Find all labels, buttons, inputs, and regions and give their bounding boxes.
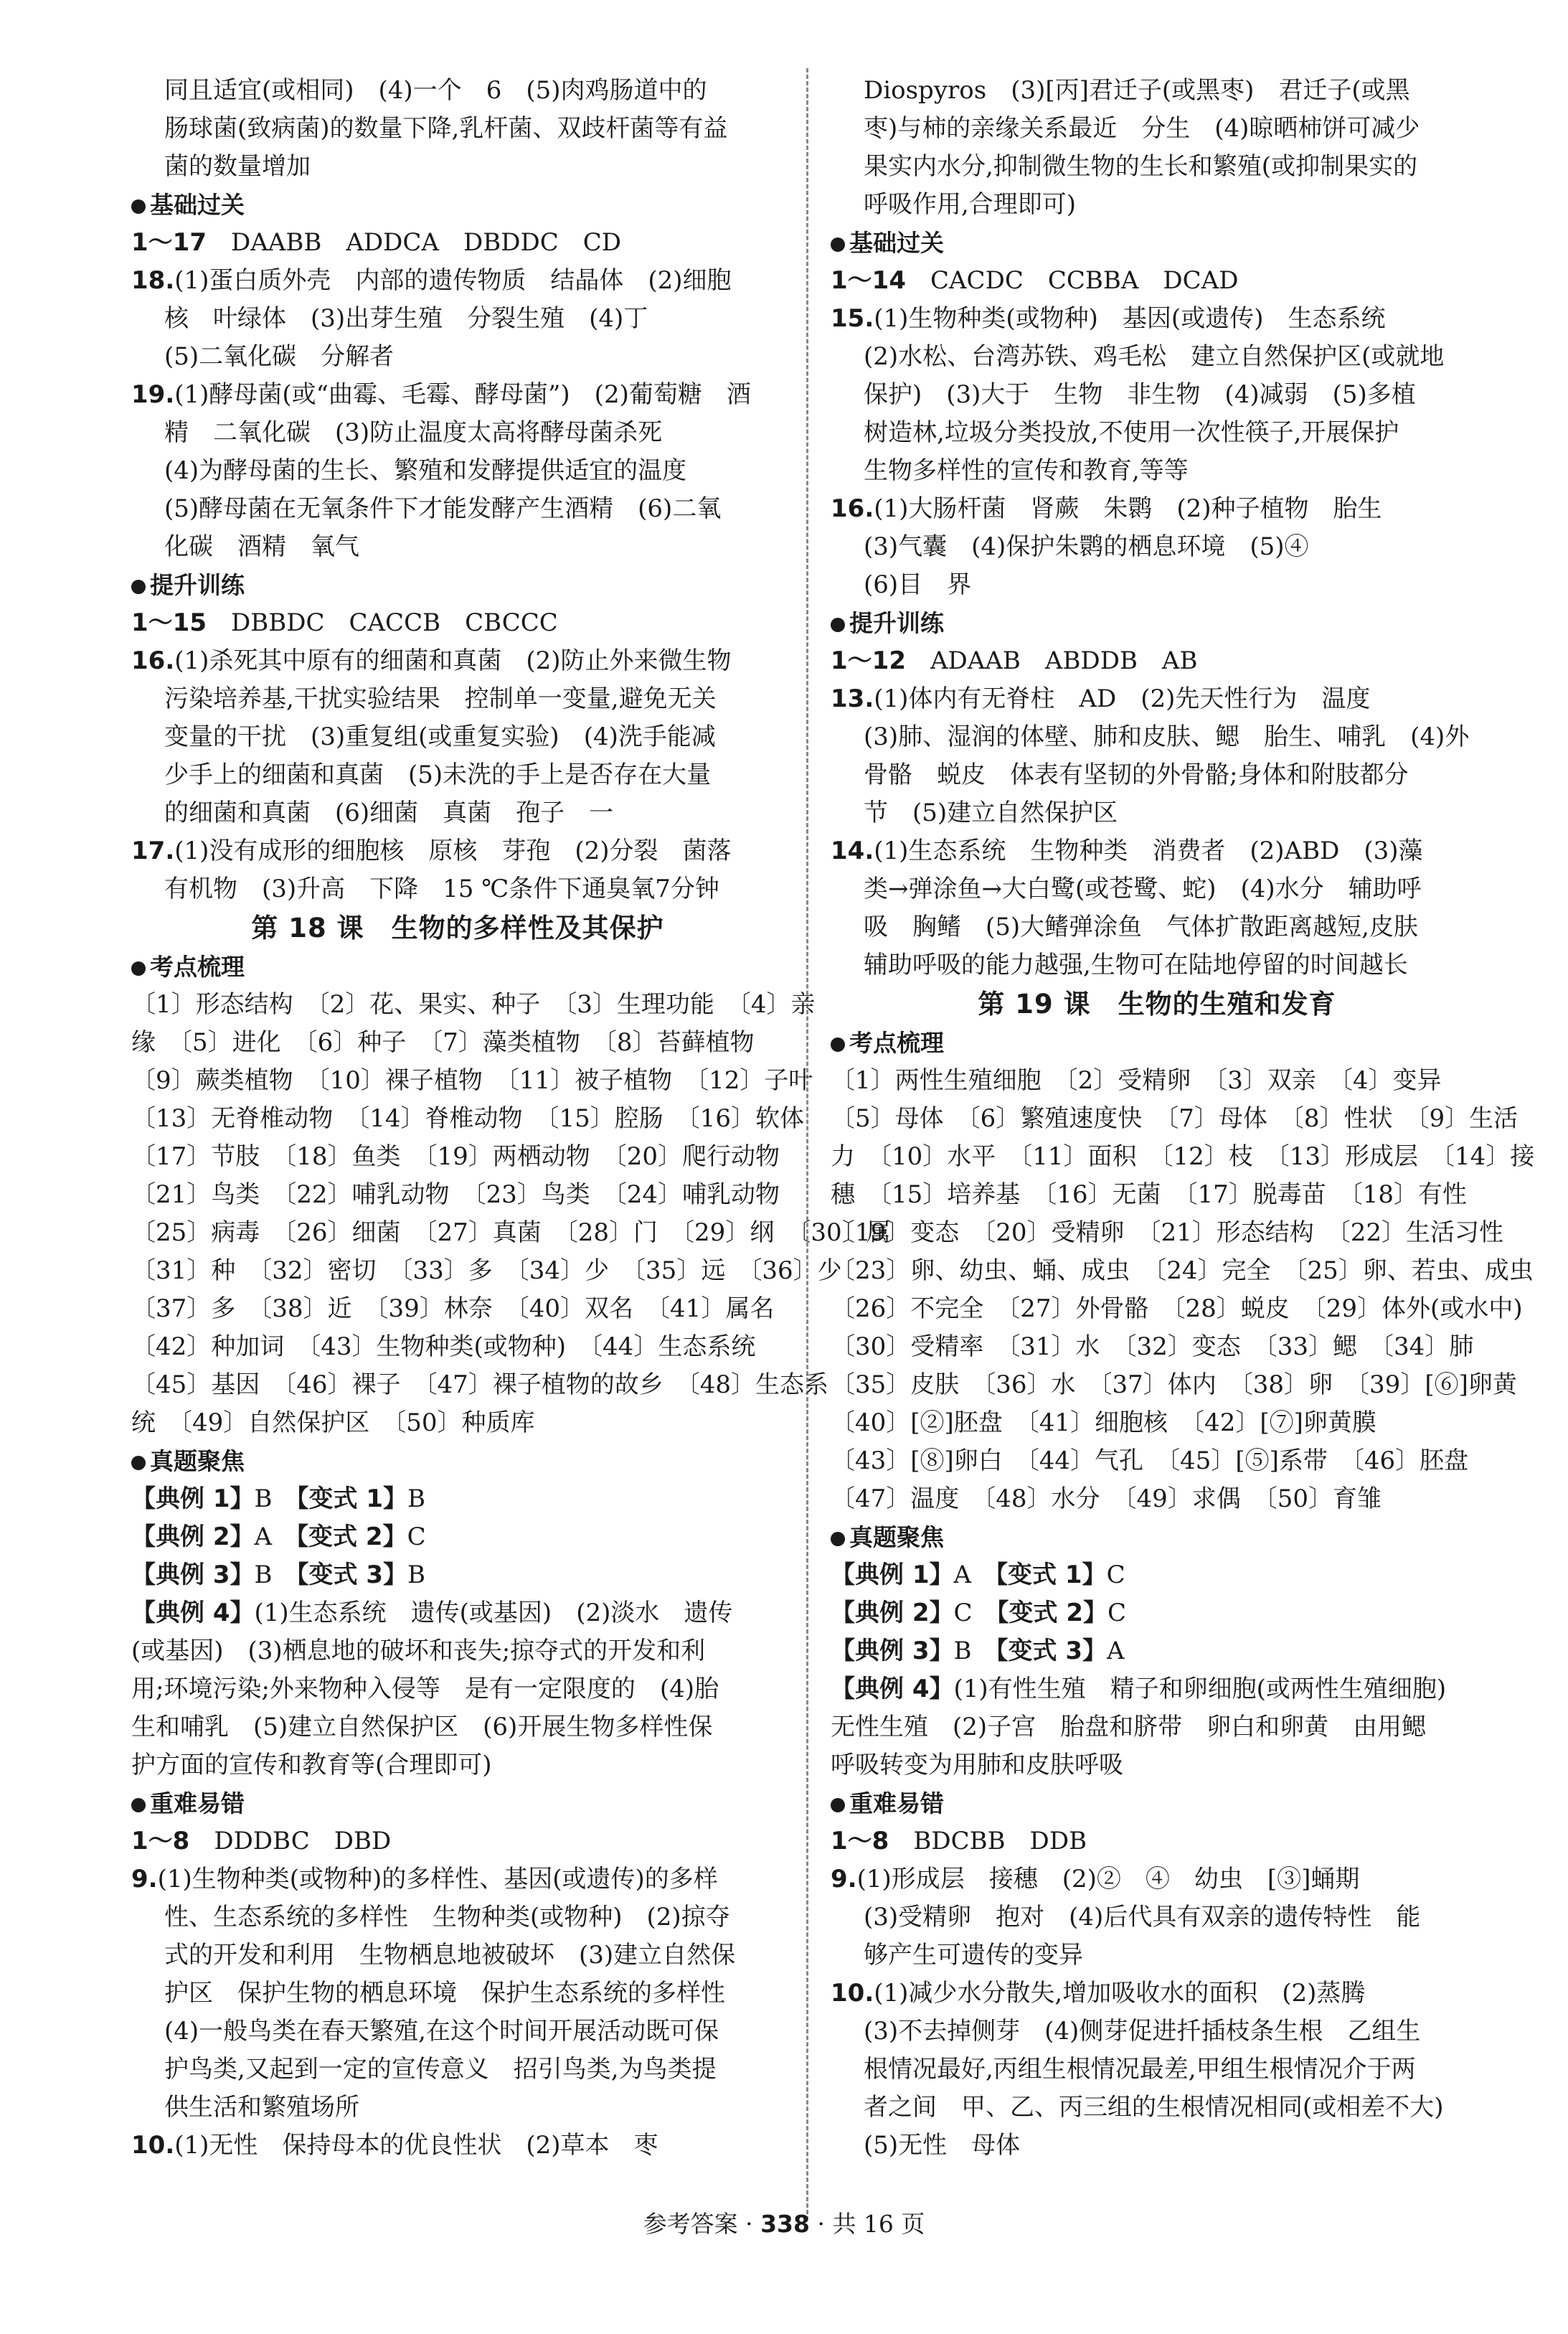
bullet-dot-icon [831,618,845,632]
variant-answer: C [1106,1561,1125,1589]
answer-line [131,642,784,680]
column-divider [806,68,808,2221]
section-heading-text: 提升训练 [150,571,245,599]
answer-line [131,148,784,186]
answer-line [131,1594,784,1632]
answer-text: 够产生可遗传的变异 [864,1941,1083,1970]
answer-text: ADAAB ABDDB AB [905,646,1198,675]
answer-text: 骨骼 蜕皮 体表有坚韧的外骨骼;身体和附肢都分 [864,761,1409,789]
answer-text: 污染培养基,干扰实验结果 控制单一变量,避免无关 [164,684,717,713]
answer-line [131,528,784,566]
footer-separator: · [737,2210,761,2238]
answer-line [831,414,1483,452]
bullet-dot-icon [831,1798,845,1812]
answer-line [831,1366,1517,1404]
answer-line [131,794,784,832]
answer-text: 〔43〕[⑧]卵白 〔44〕气孔 〔45〕[⑤]系带 〔46〕胚盘 [831,1446,1469,1475]
answer-line [831,718,1483,756]
footer-separator-2: · [809,2210,833,2238]
variant-label: 【变式 2】 [996,1599,1108,1627]
answer-text: 有机物 (3)升高 下降 15 ℃条件下通臭氧7分钟 [164,875,719,903]
answer-line [131,718,784,756]
answer-text: (1)生物种类(或物种)的多样性、基因(或遗传)的多样 [157,1865,718,1893]
variant-label: 【变式 2】 [296,1523,407,1551]
answer-text: (1)减少水分散失,增加吸收水的面积 (2)蒸腾 [874,1979,1366,2008]
answer-line [131,72,784,110]
answer-text: 〔5〕母体 〔6〕繁殖速度快 〔7〕母体 〔8〕性状 〔9〕生活 [831,1104,1519,1133]
answer-text: (6)目 界 [864,570,972,599]
answer-line [131,1024,784,1062]
answer-text: 根情况最好,丙组生根情况最差,甲组生根情况介于两 [864,2055,1416,2084]
example-answer: A [254,1523,297,1551]
answer-text: (5)酵母菌在无氧条件下才能发酵产生酒精 (6)二氧 [164,494,722,523]
answer-text: 的细菌和真菌 (6)细菌 真菌 孢子 一 [164,799,614,827]
example-answer-line [131,1556,784,1594]
example-answer: C [953,1599,997,1627]
answer-text: 〔1〕形态结构 〔2〕花、果实、种子 〔3〕生理功能 〔4〕亲 [131,990,816,1019]
answer-text: 式的开发和利用 生物栖息地被破坏 (3)建立自然保 [164,1941,736,1970]
answer-text: 供生活和繁殖场所 [164,2093,359,2122]
answer-text: (3)气囊 (4)保护朱鹮的栖息环境 (5)④ [864,532,1309,561]
bullet-dot-icon [131,1798,146,1812]
answer-text: (2)水松、台湾苏铁、鸡毛松 建立自然保护区(或就地 [864,342,1445,371]
answer-text: 护区 保护生物的栖息环境 保护生态系统的多样性 [164,1979,725,2008]
example-label: 【典例 1】 [131,1484,255,1513]
answer-text: DBBDC CACCB CBCCC [206,608,558,637]
section-heading [831,1784,1483,1822]
answer-line [131,1632,784,1670]
answer-text: 树造林,垃圾分类投放,不使用一次性筷子,开展保护 [864,418,1399,447]
answer-text: 〔35〕皮肤 〔36〕水 〔37〕体内 〔38〕卵 〔39〕[⑥]卵黄 [831,1370,1517,1399]
answer-text: (3)受精卵 抱对 (4)后代具有双亲的遗传特性 能 [864,1903,1421,1931]
answer-text: 枣)与柿的亲缘关系最近 分生 (4)晾晒柿饼可减少 [864,114,1420,143]
answer-text: 穗 〔15〕培养基 〔16〕无菌 〔17〕脱毒苗 〔18〕有性 [831,1180,1468,1209]
question-number: 16. [131,646,175,675]
bullet-dot-icon [131,580,146,594]
answer-text: 辅助呼吸的能力越强,生物可在陆地停留的时间越长 [864,951,1408,979]
answer-line [831,870,1483,908]
bullet-dot-icon [131,1456,146,1470]
answer-text: 〔19〕变态 〔20〕受精卵 〔21〕形态结构 〔22〕生活习性 [831,1218,1504,1247]
answer-line [131,262,784,300]
answer-line [131,1138,784,1176]
question-number: 19. [131,380,175,409]
question-number: 18. [131,266,175,295]
answer-text: (4)为酵母菌的生长、繁殖和发酵提供适宜的温度 [164,456,687,485]
answer-line [831,1404,1483,1442]
section-heading-text: 基础过关 [150,191,245,219]
example-label: 【典例 1】 [831,1561,954,1589]
answer-text: 〔21〕鸟类 〔22〕哺乳动物 〔23〕鸟类 〔24〕哺乳动物 [131,1180,780,1209]
answer-text: 呼吸转变为用肺和皮肤呼吸 [831,1751,1123,1779]
answer-line [131,2127,784,2165]
example-label: 【典例 3】 [131,1561,255,1589]
variant-answer: C [407,1523,426,1551]
answer-line [131,414,784,452]
question-number: 9. [131,1865,158,1893]
answer-line [831,72,1483,110]
question-number: 13. [831,684,874,713]
answer-line [831,110,1483,148]
answer-line [131,1975,784,2013]
question-number: 9. [831,1865,857,1893]
answer-line [831,1975,1483,2013]
question-number: 17. [131,837,175,865]
answer-text: (1)生态系统 生物种类 消费者 (2)ABD (3)藻 [874,837,1423,865]
answer-text: 类→弹涂鱼→大白鹭(或苍鹭、蛇) (4)水分 辅助呼 [864,875,1422,903]
question-number: 10. [131,2131,175,2160]
bullet-dot-icon [131,199,146,214]
example-answer: B [953,1637,996,1665]
answer-line [131,832,784,870]
answer-line [831,300,1483,338]
answer-line [131,1062,813,1100]
answer-text: 〔40〕[②]胚盘 〔41〕细胞核 〔42〕[⑦]卵黄膜 [831,1408,1376,1437]
answer-line [131,1670,784,1708]
answer-text: 肠球菌(致病菌)的数量下降,乳杆菌、双歧杆菌等有益 [164,114,728,143]
answer-text: 〔31〕种 〔32〕密切 〔33〕多 〔34〕少 〔35〕远 〔36〕少 [131,1256,842,1285]
answer-line [131,1176,784,1214]
answer-line [131,1328,784,1366]
answer-line [831,2051,1483,2089]
answer-line [831,1746,1483,1784]
answer-line [831,2013,1483,2051]
answer-text: 〔30〕受精率 〔31〕水 〔32〕变态 〔33〕鳃 〔34〕肺 [831,1332,1474,1361]
section-heading [831,1024,1483,1062]
section-heading [831,224,1483,262]
answer-line [831,642,1483,680]
answer-line [131,110,784,148]
section-heading [131,1784,784,1822]
answer-text: 〔17〕节肢 〔18〕鱼类 〔19〕两栖动物 〔20〕爬行动物 [131,1142,780,1171]
answer-text: 〔23〕卵、幼虫、蛹、成虫 〔24〕完全 〔25〕卵、若虫、成虫 [831,1256,1534,1285]
answer-text: 〔37〕多 〔38〕近 〔39〕林奈 〔40〕双名 〔41〕属名 [131,1294,775,1323]
answer-text: 吸 胸鳍 (5)大鳍弹涂鱼 气体扩散距离越短,皮肤 [864,913,1418,941]
answer-text: (1)形成层 接穗 (2)② ④ 幼虫 [③]蛹期 [856,1865,1360,1893]
answer-line [131,376,784,414]
example-label: 【典例 4】 [131,1599,255,1627]
answer-line [831,262,1483,300]
answer-text: 〔13〕无脊椎动物 〔14〕脊椎动物 〔15〕腔肠 〔16〕软体 [131,1104,805,1133]
answer-text: (1)生态系统 遗传(或基因) (2)淡水 遗传 [254,1599,733,1627]
answer-line [131,300,784,338]
answer-text: (1)没有成形的细胞核 原核 芽孢 (2)分裂 菌落 [174,837,732,865]
answer-text: 护鸟类,又起到一定的宣传意义 招引鸟类,为鸟类提 [164,2055,717,2084]
answer-line [131,1746,784,1784]
variant-label: 【变式 1】 [996,1561,1107,1589]
variant-label: 【变式 3】 [296,1561,407,1589]
answer-text: (1)体内有无脊柱 AD (2)先天性行为 温度 [874,684,1371,713]
variant-answer: A [1107,1637,1125,1665]
question-number: 1～12 [831,646,906,675]
answer-line [131,224,784,262]
answer-text: 同且适宜(或相同) (4)一个 6 (5)肉鸡肠道中的 [164,76,707,105]
section-heading-text: 提升训练 [849,609,944,637]
answer-line [831,490,1483,528]
answer-text: DDDBC DBD [189,1827,392,1855]
variant-label: 【变式 1】 [296,1484,407,1513]
answer-text: 性、生态系统的多样性 生物种类(或物种) (2)掠夺 [164,1903,730,1931]
section-heading-text: 真题聚焦 [849,1523,944,1551]
answer-text: 〔9〕蕨类植物 〔10〕裸子植物 〔11〕被子植物 〔12〕子叶 [131,1066,813,1095]
answer-line [831,1176,1483,1214]
answer-text: 变量的干扰 (3)重复组(或重复实验) (4)洗手能减 [164,723,716,751]
example-answer: B [254,1484,297,1513]
answer-text: 〔25〕病毒 〔26〕细菌 〔27〕真菌 〔28〕门 〔29〕纲 〔30〕属 [131,1218,891,1247]
answer-line [131,452,784,490]
answer-text: 〔47〕温度 〔48〕水分 〔49〕求偶 〔50〕育雏 [831,1484,1382,1513]
answer-text: (5)二氧化碳 分解者 [164,342,395,371]
lesson-title: 第 19 课 生物的生殖和发育 [978,989,1336,1020]
example-answer-line [831,1594,1483,1632]
answer-text: 少手上的细菌和真菌 (5)未洗的手上是否存在大量 [164,761,712,789]
answer-text: (1)有性生殖 精子和卵细胞(或两性生殖细胞) [953,1675,1447,1703]
example-label: 【典例 3】 [831,1637,954,1665]
answer-line [831,338,1483,376]
answer-line [831,832,1483,870]
answer-text: 缘 〔5〕进化 〔6〕种子 〔7〕藻类植物 〔8〕苔藓植物 [131,1028,755,1057]
answer-text: 〔45〕基因 〔46〕裸子 〔47〕裸子植物的故乡 〔48〕生态系 [131,1370,829,1399]
answer-line [131,1252,842,1290]
answer-line [131,756,784,794]
answer-text: 保护) (3)大于 生物 非生物 (4)减弱 (5)多植 [864,380,1416,409]
answer-text: 用;环境污染;外来物种入侵等 是有一定限度的 (4)胎 [131,1675,719,1703]
section-heading-text: 真题聚焦 [150,1447,245,1475]
answer-text: (3)不去掉侧芽 (4)侧芽促进扦插枝条生根 乙组生 [864,2017,1421,2046]
example-label: 【典例 2】 [831,1599,954,1627]
answer-text: (1)酵母菌(或“曲霉、毛霉、酵母菌”) (2)葡萄糖 酒 [174,380,751,409]
section-heading-text: 基础过关 [849,229,944,257]
lesson-title: 第 18 课 生物的多样性及其保护 [251,913,664,944]
answer-text: 节 (5)建立自然保护区 [864,799,1118,827]
answer-text: 〔26〕不完全 〔27〕外骨骼 〔28〕蜕皮 〔29〕体外(或水中) [831,1294,1523,1323]
question-number: 1～15 [131,608,207,637]
answer-line [831,1898,1483,1937]
answer-text: 无性生殖 (2)子宫 胎盘和脐带 卵白和卵黄 由用鳃 [831,1713,1427,1741]
answer-line [831,1822,1483,1860]
variant-answer: C [1107,1599,1127,1627]
example-answer-line [831,1632,1483,1670]
answer-line [131,1860,784,1898]
answer-line [831,946,1483,984]
answer-text: 生和哺乳 (5)建立自然保护区 (6)开展生物多样性保 [131,1713,713,1741]
answer-text: (或基因) (3)栖息地的破坏和丧失;掠夺式的开发和利 [131,1637,706,1665]
question-number: 15. [831,304,874,333]
bullet-dot-icon [831,1532,845,1546]
answer-line [131,1708,784,1746]
answer-text: 呼吸作用,合理即可) [864,190,1077,219]
section-heading [131,1442,784,1480]
answer-line [831,1328,1483,1366]
section-heading-text: 考点梳理 [849,1029,944,1057]
answer-line [831,2089,1483,2127]
answer-text: (1)杀死其中原有的细菌和真菌 (2)防止外来微生物 [174,646,732,675]
answer-line [131,1822,784,1860]
answer-text: 生物多样性的宣传和教育,等等 [864,456,1189,485]
answer-text: 者之间 甲、乙、丙三组的生根情况相同(或相差不大) [864,2093,1444,2122]
answer-line [831,1708,1483,1746]
answer-line [831,794,1483,832]
answer-text: 果实内水分,抑制微生物的生长和繁殖(或抑制果实的 [864,152,1418,181]
answer-line [131,986,816,1024]
answer-text: (1)大肠杆菌 肾蕨 朱鹮 (2)种子植物 胎生 [874,494,1382,523]
question-number: 14. [831,837,874,865]
answer-line [831,186,1483,224]
answer-text: 力 〔10〕水平 〔11〕面积 〔12〕枝 〔13〕形成层 〔14〕接 [831,1142,1535,1171]
answer-line [831,756,1483,794]
answer-line [131,2089,784,2127]
answer-line [131,490,784,528]
answer-text: 统 〔49〕自然保护区 〔50〕种质库 [131,1408,535,1437]
right-column [831,72,1535,2165]
answer-text: 菌的数量增加 [164,152,311,181]
answer-line [131,1937,784,1975]
page-total: 共 16 页 [832,2210,925,2238]
section-heading-text: 重难易错 [150,1789,245,1817]
page-number: 338 [760,2210,810,2238]
section-heading-text: 重难易错 [849,1789,944,1817]
answer-line [131,1366,829,1404]
answer-line [831,1252,1534,1290]
answer-line [831,2127,1483,2165]
answer-text: (3)肺、湿润的体壁、肺和皮肤、鳃 胎生、哺乳 (4)外 [864,723,1470,751]
answer-line [831,566,1483,604]
page-footer [0,2206,1568,2242]
answer-text: 〔42〕种加词 〔43〕生物种类(或物种) 〔44〕生态系统 [131,1332,756,1361]
footer-label: 参考答案 [643,2210,738,2238]
question-number: 1～17 [131,228,207,257]
answer-line [131,1898,784,1937]
example-answer-line [831,1556,1483,1594]
answer-line [131,338,784,376]
answer-line [131,1100,805,1138]
variant-answer: B [407,1484,425,1513]
answer-line [131,870,784,908]
answer-line [131,1214,891,1252]
answer-text: (5)无性 母体 [864,2131,1021,2160]
answer-line [831,148,1483,186]
example-answer: A [953,1561,996,1589]
answer-line [831,1442,1483,1480]
answer-line [131,2051,784,2089]
example-answer: B [254,1561,297,1589]
section-heading-text: 考点梳理 [150,953,245,981]
answer-line [831,452,1483,490]
question-number: 1～8 [831,1827,889,1855]
section-heading [131,566,784,604]
question-number: 10. [831,1979,874,2008]
answer-text: CACDC CCBBA DCAD [905,266,1239,295]
answer-text: 核 叶绿体 (3)出芽生殖 分裂生殖 (4)丁 [164,304,648,333]
answer-text: 精 二氧化碳 (3)防止温度太高将酵母菌杀死 [164,418,663,447]
question-number: 1～14 [831,266,906,295]
answer-text: (1)生物种类(或物种) 基因(或遗传) 生态系统 [874,304,1386,333]
variant-answer: B [407,1561,425,1589]
answer-line [131,2013,784,2051]
answer-line [831,528,1483,566]
answer-line [131,1290,784,1328]
answer-text: 化碳 酒精 氧气 [164,532,359,561]
answer-text: Diospyros (3)[丙]君迁子(或黑枣) 君迁子(或黑 [864,76,1410,105]
answer-line [831,1062,1483,1100]
bullet-dot-icon [831,1037,845,1052]
section-heading [131,186,784,224]
answer-line [831,1290,1523,1328]
question-number: 16. [831,494,874,523]
section-heading [831,604,1483,642]
answer-text: 〔1〕两性生殖细胞 〔2〕受精卵 〔3〕双亲 〔4〕变异 [831,1066,1442,1095]
example-label: 【典例 2】 [131,1523,255,1551]
section-heading [131,948,784,986]
answer-text: BDCBB DDB [889,1827,1087,1855]
answer-text: (1)无性 保持母本的优良性状 (2)草本 枣 [174,2131,658,2160]
answer-line [831,1480,1483,1518]
answer-line [831,680,1483,718]
answer-line [831,1214,1504,1252]
bullet-dot-icon [831,237,845,252]
answer-text: (1)蛋白质外壳 内部的遗传物质 结晶体 (2)细胞 [174,266,732,295]
answer-text: 护方面的宣传和教育等(合理即可) [131,1751,492,1779]
answer-text: (4)一般鸟类在春天繁殖,在这个时间开展活动既可保 [164,2017,719,2046]
answer-line [831,908,1483,946]
answer-line [831,1100,1519,1138]
answer-line [131,604,784,642]
answer-line [831,1138,1535,1176]
answer-text: DAABB ADDCA DBDDC CD [206,228,622,257]
example-label: 【典例 4】 [831,1675,954,1703]
example-answer-line [131,1518,784,1556]
answer-line [831,1937,1483,1975]
section-heading [831,1518,1483,1556]
question-number: 1～8 [131,1827,190,1855]
answer-line [131,680,784,718]
answer-line [831,1860,1483,1898]
answer-line [131,1404,784,1442]
variant-label: 【变式 3】 [996,1637,1107,1665]
answer-line [831,1670,1483,1708]
answer-line [831,376,1483,414]
bullet-dot-icon [131,961,146,976]
example-answer-line [131,1480,784,1518]
